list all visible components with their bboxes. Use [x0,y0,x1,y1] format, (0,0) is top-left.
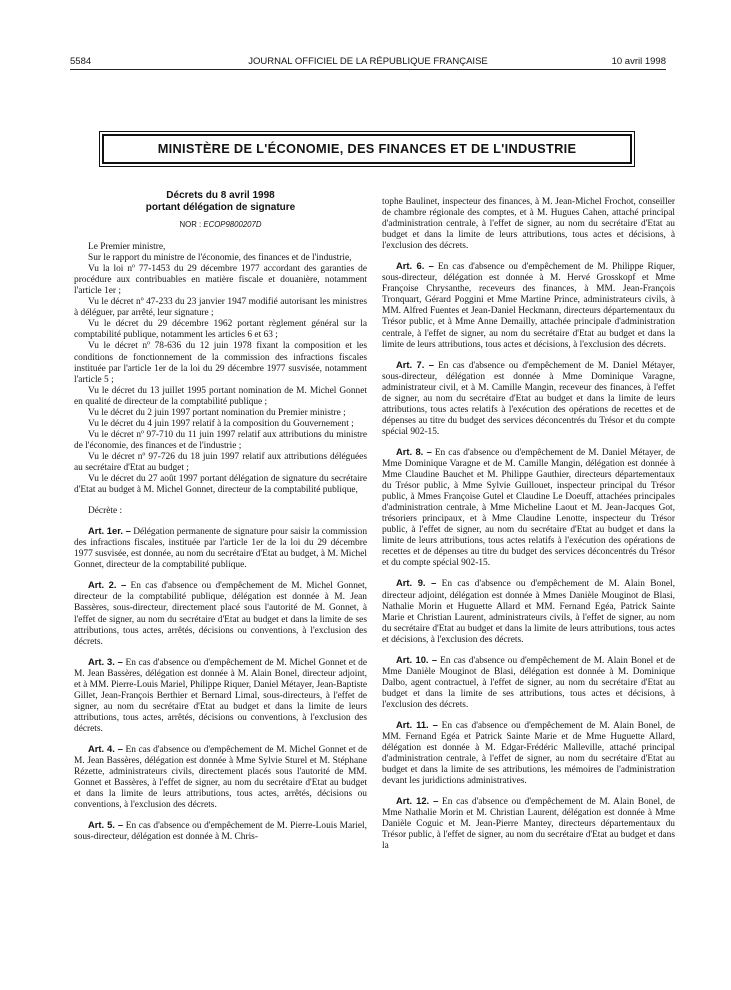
article-text: Délégation permanente de signature pour saisir la commission des infractions fiscales, instituée par l'article 1er de la loi du 29 décembre 1977 susvisée, est donnée, au nom du secrétaire d'Etat au budget, à M. Michel Gonnet, directeur de la comptabilité publique. [74,527,368,571]
preamble-paragraph: Vu le décret nº 97-726 du 18 juin 1997 relatif aux attributions déléguées au secrétaire d'Etat au budget ; [74,451,367,473]
ministry-title-box [102,134,632,164]
preamble-paragraph: Vu le décret du 4 juin 1997 relatif à la composition du Gouvernement ; [88,418,354,429]
journal-title: JOURNAL OFFICIEL DE LA RÉPUBLIQUE FRANÇAISE [248,56,488,67]
article-text: En cas d'absence ou d'empêchement de M. Pierre-Louis Mariel, sous-directeur, délégation est donnée à M. Chris- [74,821,368,843]
preamble-paragraph: Vu le décret du 29 décembre 1962 portant règlement général sur la comptabilité publique, notamment les articles 6 et 63 ; [74,319,367,341]
article-label: Art. 9. – [396,577,437,589]
decrete-heading: Décrète : [88,506,123,517]
article-text: En cas d'absence ou d'empêchement de M. Michel Gonnet et de M. Jean Bassères, délégation est donnée à M. Alain Bonel, directeur adjoint, et à MM. Pierre-Louis Mariel, Philippe Riquer, Daniel Métayer, Jean-Baptiste Gillet, Jean-François Berthier et Bernard Limal, sous-directeurs, à l'effet de signer, au nom du secrétaire d'Etat au budget et dans la limite de leurs attributions, tous actes, arrêtés, décisions ou conventions, à l'exclusion des décrets. [74,657,368,734]
article-label: Art. 3. – [88,655,123,667]
preamble [74,242,367,496]
article [74,819,367,843]
nor-label: NOR : [179,220,202,229]
page-header [70,56,666,70]
article [382,719,675,787]
article [382,654,675,711]
article-text: En cas d'absence ou d'empêchement de M. Michel Gonnet et de M. Jean Bassères, délégation est donnée à Mme Sylvie Sturel et M. Stéphane Rézette, administrateurs civils, directement placés sous l'autorité de MM. Gonnet et Bassères, à l'effet de signer, au nom du secrétaire d'Etat au budget et dans la limite de leurs attributions, tous actes, arrêtés, décisions ou conventions, à l'exclusion des décrets. [74,744,368,811]
article-text: En cas d'absence ou d'empêchement de M. Michel Gonnet, directeur de la comptabilité publique, délégation est donnée à M. Jean Bassères, sous-directeur, directement placé sous l'autorité de M. Gonnet, à l'effet de signer, au nom du secrétaire d'Etat au budget et dans la limite de ses attributions, tous actes, arrêtés, décisions ou conventions, à l'exclusion des décrets. [74,581,368,647]
preamble-paragraph: Vu le décret du 27 août 1997 portant délégation de signature du secrétaire d'Etat au budget à M. Michel Gonnet, directeur de la comptabilité publique, [74,474,367,496]
preamble-paragraph: Vu le décret nº 97-710 du 11 juin 1997 relatif aux attributions du ministre de l'économie, des finances et de l'industrie ; [74,429,367,451]
preamble-paragraph: Sur le rapport du ministre de l'économie, des finances et de l'industrie, [88,253,352,264]
right-column [382,197,675,852]
header-rule [70,69,666,70]
decree-title-line1: Décrets du 8 avril 1998 [166,190,275,201]
articles-left [74,525,367,843]
articles-right [382,260,675,852]
article [74,656,367,735]
page-number: 5584 [70,56,92,67]
article-label: Art. 2. – [88,579,127,591]
nor-reference [74,219,367,230]
decree-title-line2: portant délégation de signature [145,202,296,213]
preamble-paragraph: Vu le décret nº 78-636 du 12 juin 1978 fixant la composition et les conditions de fonctionnement de la commission des infractions fiscales instituée par l'article 1er de la loi du 29 décembre 1977 susvisée, notamment l'article 5 ; [74,341,367,385]
article [382,260,675,350]
article-label: Art. 8. – [396,445,432,457]
article [382,795,675,852]
article-label: Art. 10. – [396,653,438,665]
ministry-title: MINISTÈRE DE L'ÉCONOMIE, DES FINANCES ET DE L'INDUSTRIE [157,141,577,156]
preamble-paragraph: Vu le décret nº 47-233 du 23 janvier 1947 modifié autorisant les ministres à déléguer, par arrêté, leur signature ; [74,297,367,319]
article-label: Art. 5. – [88,819,124,831]
nor-code: ECOP9800207D [203,220,262,229]
article [382,359,675,438]
article-text: En cas d'absence ou d'empêchement de M. Alain Bonel, directeur adjoint, délégation est donnée à Mmes Danièle Mouginot de Blasi, Nathalie Morin et Huguette Allard et MM. Fernand Egéa, Patrick Sainte Marie et Christian Laurent, administrateurs civils, à l'effet de signer, au nom du secrétaire d'Etat au budget et dans la limite de leurs attributions, tous actes et décisions, à l'exclusion des décrets. [382,579,676,645]
article-label: Art. 1er. – [88,525,131,537]
left-column [74,190,367,843]
continued-paragraph: tophe Baulinet, inspecteur des finances, à M. Jean-Michel Frochot, conseiller de chambre régionale des comptes, et à M. Hugues Cahen, attaché principal d'administration centrale, à l'effet de signer, au nom du secrétaire d'Etat au budget et dans la limite de leurs attributions, tous actes et décisions, à l'exclusion des décrets. [382,197,675,252]
article-text: En cas d'absence ou d'empêchement de M. Alain Bonel, de MM. Fernand Egéa et Patrick Sainte Marie et de Mme Huguette Allard, délégation est donnée à M. Edgar-Frédéric Malleville, attaché principal d'administration centrale, à l'effet de signer, au nom du secrétaire d'Etat au budget et dans la limite de ses attributions, les mémoires de l'administration devant les juridictions administratives. [382,720,675,787]
article-text: En cas d'absence ou d'empêchement de M. Alain Bonel et de Mme Danièle Mouginot de Blasi, délégation est donnée à M. Dominique Dalbo, agent contractuel, à l'effet de signer, au nom du secrétaire d'Etat au budget et dans la limite de ses attributions, tous actes et décisions, à l'exclusion des décrets. [382,655,675,710]
article-label: Art. 6. – [396,260,434,272]
article [74,743,367,811]
article-label: Art. 7. – [396,358,434,370]
article-label: Art. 4. – [88,742,123,754]
article [74,579,367,647]
article-text: En cas d'absence ou d'empêchement de M. Daniel Métayer, sous-directeur, délégation est donnée à Mme Dominique Varagne, administrateur civil, et à M. Camille Mangin, receveur des finances, à l'effet de signer, au nom du secrétaire d'Etat au budget et dans la limite de leurs attributions, tous actes relatifs à l'exécution des opérations de recettes et de dépenses au titre du budget des services déconcentrés du Trésor et du compte spécial 902-15. [382,360,676,437]
preamble-paragraph: Vu la loi nº 77-1453 du 29 décembre 1977 accordant des garanties de procédure aux contribuables en matière fiscale et douanière, notamment l'article 1er ; [74,264,367,297]
preamble-paragraph: Le Premier ministre, [88,242,166,253]
article [74,525,367,571]
article-label: Art. 12. – [396,795,439,807]
article-text: En cas d'absence ou d'empêchement de M. Alain Bonel, de Mme Nathalie Morin et M. Christian Laurent, délégation est donnée à Mme Danièle Coguic et M. Jean-Pierre Mantey, directeurs départementaux du Trésor public, à l'effet de signer, au nom du secrétaire d'Etat au budget et dans la [382,797,675,852]
issue-date: 10 avril 1998 [611,56,666,67]
preamble-paragraph: Vu le décret du 13 juillet 1995 portant nomination de M. Michel Gonnet en qualité de directeur de la comptabilité publique ; [74,385,367,407]
article-text: En cas d'absence ou d'empêchement de M. Daniel Métayer, de Mme Dominique Varagne et de M. Camille Mangin, délégation est donnée à Mme Claudine Bauchet et M. Philippe Gauthier, directeurs départementaux du Trésor public, à Mme Sylvie Guillouet, inspecteur principal du Trésor public, à Mmes Françoise Gutel et Claudine Le Doeuff, attachées principales d'administration centrale, à Mme Micheline Laout et M. Jean-Jacques Got, trésoriers principaux, et à Mme Claudine Lenotte, inspecteur du Trésor public, à l'effet de signer, au nom du secrétaire d'Etat au budget et dans la limite de leurs attributions, tous actes relatifs à l'exécution des opérations de recettes et de dépenses au titre du budget des services déconcentrés du Trésor et du compte spécial 902-15. [382,447,675,569]
article [382,446,675,570]
preamble-paragraph: Vu le décret du 2 juin 1997 portant nomination du Premier ministre ; [88,407,346,418]
article-text: En cas d'absence ou d'empêchement de M. Philippe Riquer, sous-directeur, délégation est donnée à M. Hervé Grosskopf et Mme Françoise Chrysanthe, receveurs des finances, à MM. Jean-François Tronquart, Gérard Poggini et Mme Martine Prince, administrateurs civils, à MM. Alfred Fuentes et Jean-Daniel Heckmann, directeurs départementaux du Trésor public, et à Mme Anne Demailly, attachée principale d'administration centrale, à l'effet de signer, au nom du secrétaire d'Etat au budget et dans la limite de leurs attributions, tous actes et décisions, à l'exclusion des décrets. [382,262,675,350]
article [382,577,675,645]
article-label: Art. 11. – [396,718,438,730]
